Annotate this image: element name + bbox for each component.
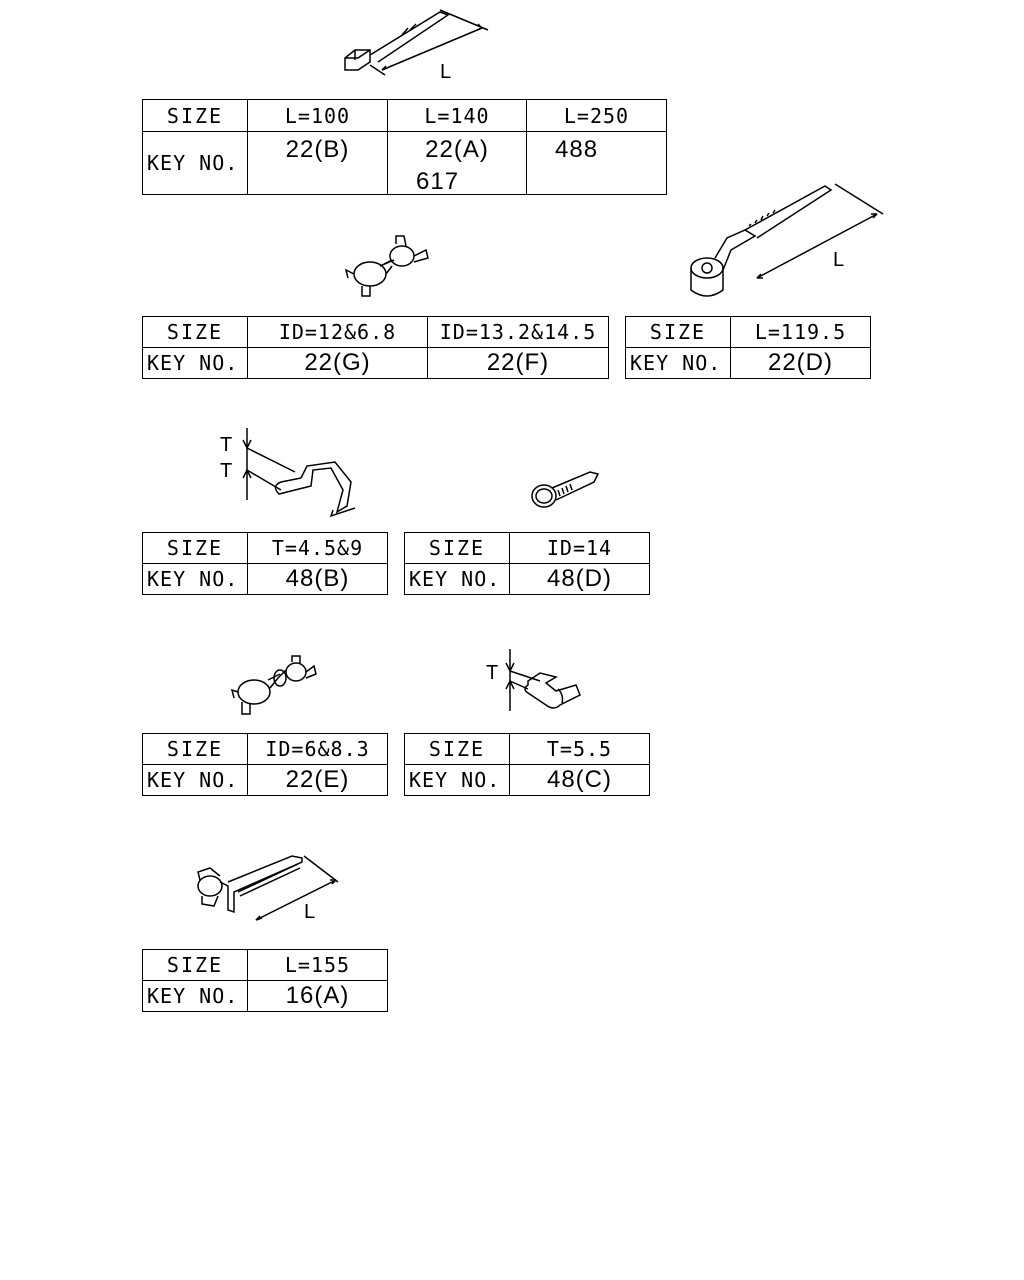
key-value-48c: 48(C) [510,765,650,796]
key-cell-22a [388,132,527,195]
size-value-l250: L=250 [527,100,667,132]
key-value-22b: 22(B) [248,132,388,195]
dim-t-1a: T [220,434,233,456]
size-label: SIZE [143,317,248,348]
size-label: SIZE [143,533,248,564]
key-value-22a: 22(A) [425,136,489,163]
t-clip-drawing [215,420,365,525]
size-table-4 [142,532,388,595]
key-no-label: KEY NO. [405,765,510,796]
key-value-488: 488 [527,132,667,195]
size-label: SIZE [626,317,731,348]
size-table-6 [142,733,388,796]
size-value-t45: T=4.5&9 [248,533,388,564]
size-value-id14: ID=14 [510,533,650,564]
dim-t-2: T [486,662,499,684]
key-value-22d: 22(D) [731,348,871,379]
size-value-l155: L=155 [248,950,388,981]
key-no-label: KEY NO. [143,981,248,1012]
double-clip-small-drawing [228,652,323,720]
size-table-5 [404,532,650,595]
size-table-7 [404,733,650,796]
key-value-48d: 48(D) [510,564,650,595]
size-value-t55: T=5.5 [510,734,650,765]
size-label: SIZE [405,734,510,765]
key-no-label: KEY NO. [626,348,731,379]
size-label: SIZE [143,734,248,765]
key-value-22e: 22(E) [248,765,388,796]
key-value-16a: 16(A) [248,981,388,1012]
dim-t-1b: T [220,460,233,482]
size-table-1 [142,99,667,195]
size-value-id6: ID=6&8.3 [248,734,388,765]
size-value-l100: L=100 [248,100,388,132]
size-table-8 [142,949,388,1012]
size-value-id12: ID=12&6.8 [248,317,428,348]
clip-tie-drawing [685,178,885,303]
key-no-label: KEY NO. [143,564,248,595]
double-clip-drawing [340,232,440,302]
size-table-3 [625,316,871,379]
size-label: SIZE [405,533,510,564]
size-value-l140: L=140 [388,100,527,132]
band-clip-drawing [192,852,342,927]
size-value-id13: ID=13.2&14.5 [428,317,609,348]
key-value-48b: 48(B) [248,564,388,595]
dim-l-1: L [440,61,452,83]
cable-tie-drawing [330,0,510,95]
key-value-22f: 22(F) [428,348,609,379]
ring-clip-drawing [528,462,608,517]
size-label: SIZE [143,100,248,132]
dim-l-3: L [304,901,316,923]
key-value-617: 617 [416,168,460,195]
size-value-l119: L=119.5 [731,317,871,348]
size-label: SIZE [143,950,248,981]
dim-l-2: L [833,249,845,271]
key-value-22g: 22(G) [248,348,428,379]
size-table-2 [142,316,609,379]
key-no-label: KEY NO. [405,564,510,595]
key-no-label: KEY NO. [143,132,248,195]
key-no-label: KEY NO. [143,348,248,379]
key-no-label: KEY NO. [143,765,248,796]
